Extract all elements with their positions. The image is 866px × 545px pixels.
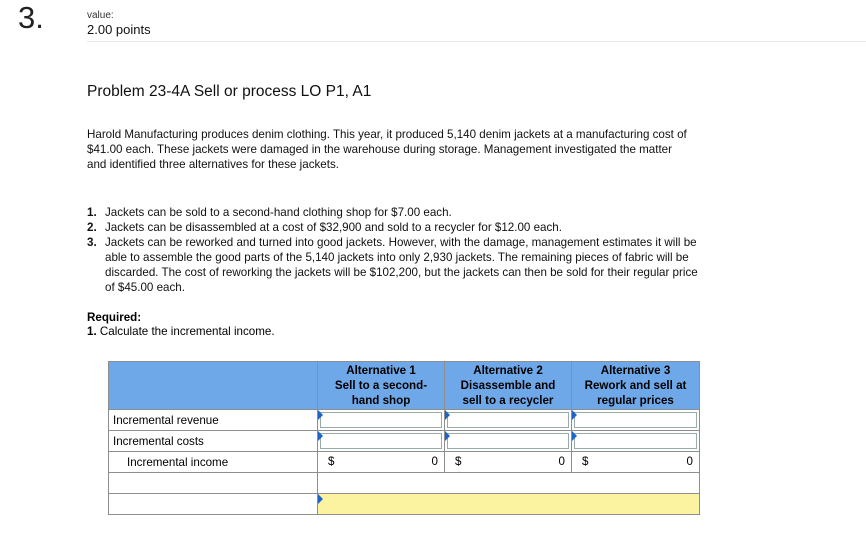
alternative-item bbox=[87, 220, 707, 235]
income-value-alt2 bbox=[445, 452, 572, 473]
income-value-alt3 bbox=[572, 452, 700, 473]
table-row bbox=[109, 494, 700, 515]
header-alt3-title: Alternative 3 bbox=[600, 364, 671, 377]
answer-flag-icon bbox=[572, 431, 577, 441]
required-item bbox=[87, 325, 275, 338]
currency-symbol: $ bbox=[582, 455, 589, 468]
blank-label-cell bbox=[109, 473, 318, 494]
problem-intro: Harold Manufacturing produces denim clothing. This year, it produced 5,140 denim jackets at a manufacturing cost of $41.00 each. These jackets were damaged in the warehouse during storage. Management investigated the matter and identified three alternatives for these jackets. bbox=[87, 128, 687, 171]
header-alt2-title: Alternative 2 bbox=[473, 364, 543, 377]
header-alternative-3 bbox=[572, 362, 700, 410]
alternatives-list bbox=[87, 205, 707, 295]
currency-symbol: $ bbox=[328, 455, 335, 468]
header-alt3-sub: Rework and sell at regular prices bbox=[584, 379, 687, 407]
alternative-text: Jackets can be reworked and turned into good jackets. However, with the damage, management estimates it will be able to assemble the good parts of the 5,140 jackets into only 2,930 jackets. The remaining pieces of fabric will be discarded. The cost of reworking the jackets will be $102,200, but the jackets can then be sold for their regular price of $45.00 each. bbox=[105, 236, 698, 294]
alternative-item bbox=[87, 205, 707, 220]
table-row bbox=[109, 452, 700, 473]
header-alt2-sub: Disassemble and sell to a recycler bbox=[460, 379, 556, 407]
question-number: 3. bbox=[18, 0, 44, 35]
header-alternative-2 bbox=[445, 362, 572, 410]
income-value-alt1 bbox=[318, 452, 445, 473]
alternative-text: Jackets can be sold to a second-hand clothing shop for $7.00 each. bbox=[105, 206, 452, 219]
preferred-label-cell bbox=[109, 494, 318, 515]
row-label-costs: Incremental costs bbox=[109, 431, 318, 452]
alternative-number: 1. bbox=[87, 206, 97, 219]
table-row bbox=[109, 410, 700, 431]
header-alt1-sub: Sell to a second-hand shop bbox=[334, 379, 428, 407]
revenue-input-alt1[interactable] bbox=[318, 410, 445, 431]
header-blank bbox=[109, 362, 318, 410]
header-divider bbox=[87, 41, 866, 42]
answer-flag-icon bbox=[318, 494, 323, 504]
answer-flag-icon bbox=[445, 410, 450, 420]
income-amount: 0 bbox=[686, 455, 693, 468]
table-header-row bbox=[109, 362, 700, 410]
points-value: 2.00 points bbox=[87, 22, 151, 37]
answer-flag-icon bbox=[318, 431, 323, 441]
preferred-alternative-select[interactable] bbox=[318, 494, 700, 515]
alternative-item bbox=[87, 235, 707, 295]
table-row bbox=[109, 431, 700, 452]
problem-title: Problem 23-4A Sell or process LO P1, A1 bbox=[87, 83, 372, 100]
answer-flag-icon bbox=[445, 431, 450, 441]
required-item-number: 1. bbox=[87, 325, 97, 338]
income-amount: 0 bbox=[431, 455, 438, 468]
income-amount: 0 bbox=[558, 455, 565, 468]
costs-input-alt1[interactable] bbox=[318, 431, 445, 452]
alternative-number: 2. bbox=[87, 221, 97, 234]
value-label: value: bbox=[87, 10, 114, 21]
alternative-text: Jackets can be disassembled at a cost of $32,900 and sold to a recycler for $12.00 each. bbox=[105, 221, 562, 234]
required-item-text: Calculate the incremental income. bbox=[99, 325, 275, 338]
costs-input-alt3[interactable] bbox=[572, 431, 700, 452]
blank-cell bbox=[318, 473, 700, 494]
required-heading: Required: bbox=[87, 311, 142, 324]
answer-flag-icon bbox=[318, 410, 323, 420]
incremental-income-table bbox=[108, 361, 700, 515]
costs-input-alt2[interactable] bbox=[445, 431, 572, 452]
alternative-number: 3. bbox=[87, 236, 97, 249]
table-row bbox=[109, 473, 700, 494]
answer-flag-icon bbox=[572, 410, 577, 420]
currency-symbol: $ bbox=[455, 455, 462, 468]
revenue-input-alt3[interactable] bbox=[572, 410, 700, 431]
revenue-input-alt2[interactable] bbox=[445, 410, 572, 431]
header-alternative-1 bbox=[318, 362, 445, 410]
header-alt1-title: Alternative 1 bbox=[346, 364, 416, 377]
row-label-revenue: Incremental revenue bbox=[109, 410, 318, 431]
row-label-income: Incremental income bbox=[109, 452, 318, 473]
